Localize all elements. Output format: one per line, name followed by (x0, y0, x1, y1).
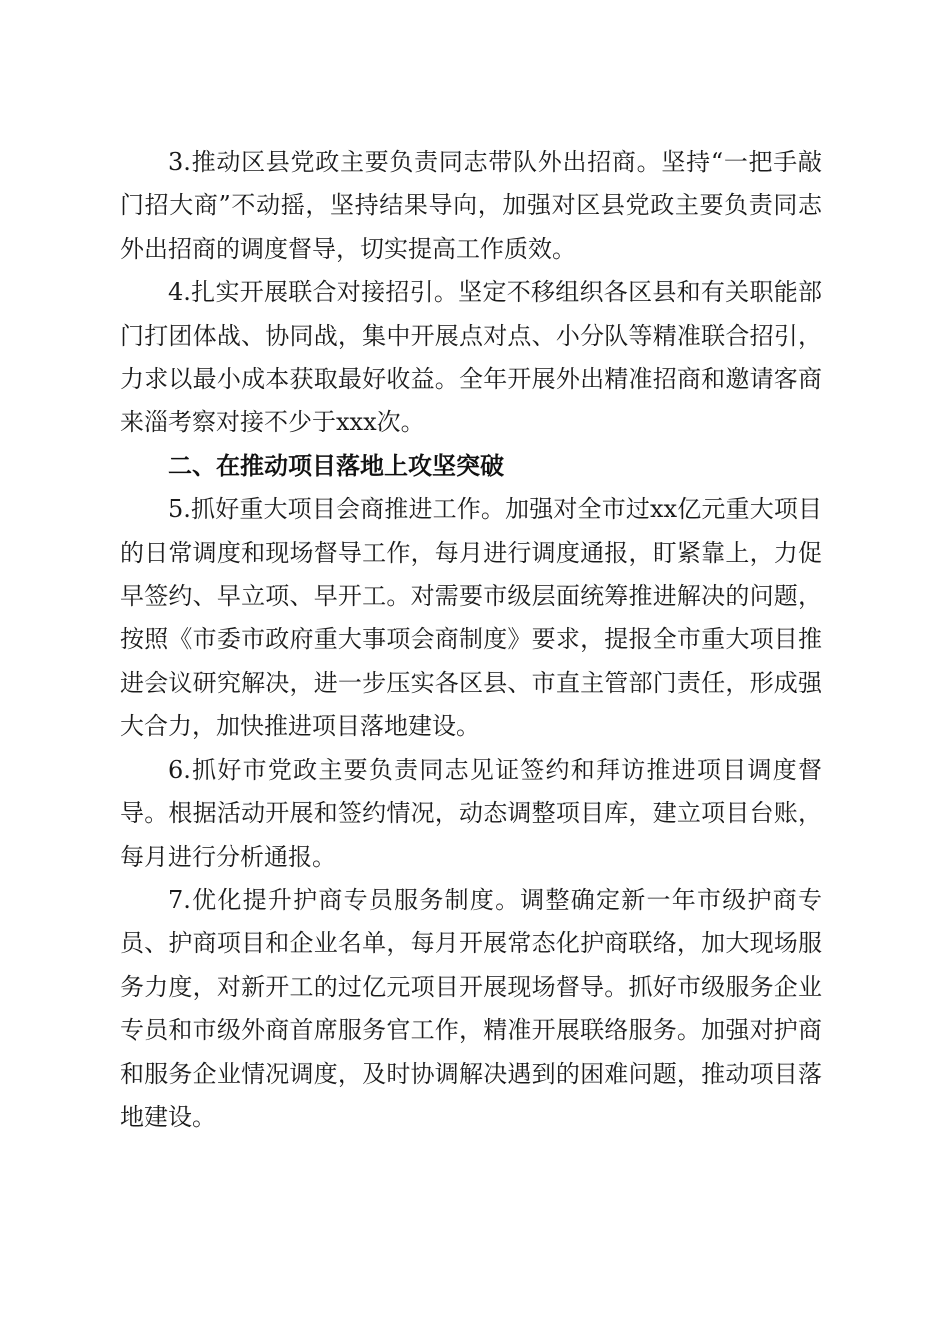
paragraph-item-3: 3.推动区县党政主要负责同志带队外出招商。坚持“一把手敲门招大商”不动摇，坚持结果导向，加强对区县党政主要负责同志外出招商的调度督导，切实提高工作质效。 (120, 148, 822, 263)
paragraph-item-5: 5.抓好重大项目会商推进工作。加强对全市过xx亿元重大项目的日常调度和现场督导工作，每月进行调度通报，盯紧靠上，力促早签约、早立项、早开工。对需要市级层面统筹推进解决的问题，按照《市委市政府重大事项会商制度》要求，提报全市重大项目推进会议研究解决，进一步压实各区县、市直主管部门责任，形成强大合力，加快推进项目落地建设。 (120, 495, 822, 741)
document-body (120, 141, 822, 1139)
paragraph-item-4: 4.扎实开展联合对接招引。坚定不移组织各区县和有关职能部门打团体战、协同战，集中开展点对点、小分队等精准联合招引，力求以最小成本获取最好收益。全年开展外出精准招商和邀请客商来淄考察对接不少于xxx次。 (120, 278, 822, 437)
paragraph-item-6: 6.抓好市党政主要负责同志见证签约和拜访推进项目调度督导。根据活动开展和签约情况，动态调整项目库，建立项目台账，每月进行分析通报。 (120, 755, 822, 871)
paragraph-item-7: 7.优化提升护商专员服务制度。调整确定新一年市级护商专员、护商项目和企业名单，每月开展常态化护商联络，加大现场服务力度，对新开工的过亿元项目开展现场督导。抓好市级服务企业专员和市级外商首席服务官工作，精准开展联络服务。加强对护商和服务企业情况调度，及时协调解决遇到的困难问题，推动项目落地建设。 (120, 885, 822, 1131)
section-heading: 二、在推动项目落地上攻坚突破 (168, 451, 504, 480)
